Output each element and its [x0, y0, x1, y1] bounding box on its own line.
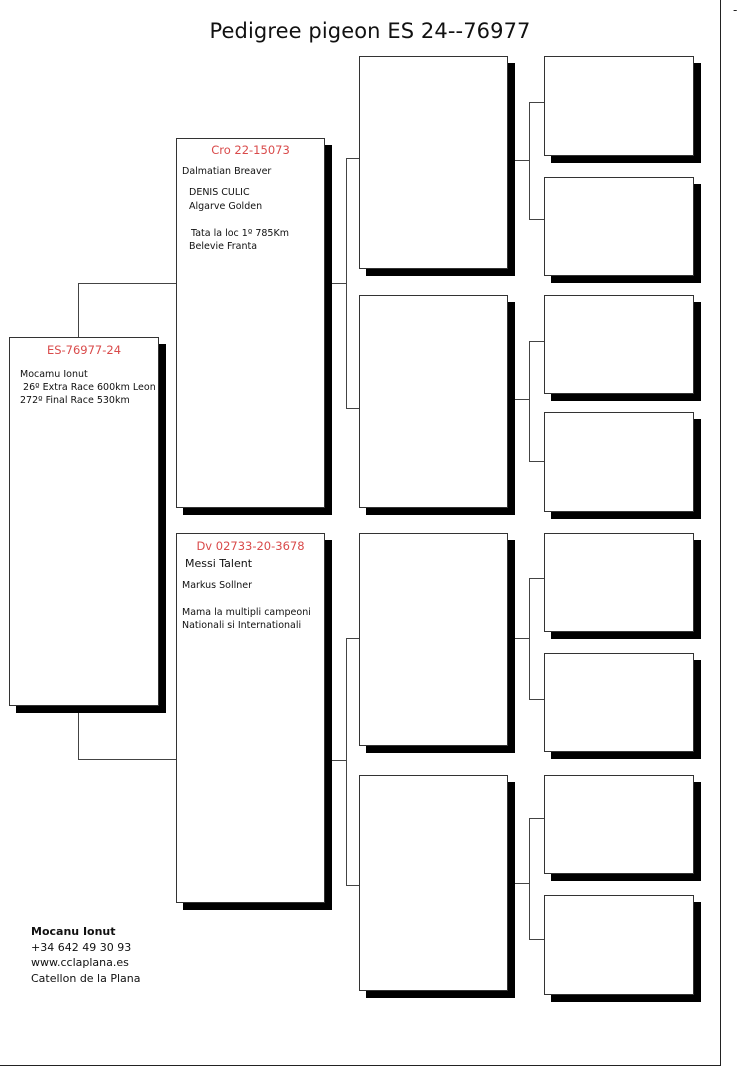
dam-card — [176, 533, 325, 903]
connector-line — [529, 699, 544, 700]
great-grandparent-card — [544, 533, 694, 632]
connector-line — [529, 818, 544, 819]
connector-line — [529, 461, 544, 462]
great-grandparent-card — [544, 56, 694, 156]
grandparent-card — [359, 295, 508, 508]
connector-line — [529, 219, 544, 220]
dam-ring-number: Dv 02733-20-3678 — [196, 539, 305, 553]
sire-name: Dalmatian Breaver — [182, 166, 272, 177]
connector-line — [325, 760, 346, 761]
contact-block — [31, 924, 141, 986]
great-grandparent-card — [544, 412, 694, 512]
connector-line — [346, 158, 347, 409]
dam-breeder: Markus Sollner — [182, 580, 253, 591]
grandparent-card — [359, 56, 508, 269]
connector-line — [529, 939, 544, 940]
subject-ring-number: ES-76977-24 — [46, 343, 122, 357]
connector-line — [346, 638, 359, 639]
connector-line — [346, 408, 359, 409]
connector-line — [508, 638, 530, 639]
grandparent-card — [359, 775, 508, 991]
connector-line — [78, 759, 176, 760]
connector-line — [508, 883, 530, 884]
subject-result-1: 26º Extra Race 600km Leon — [20, 382, 156, 393]
subject-result-2: 272º Final Race 530km — [20, 395, 130, 406]
dam-name: Messi Talent — [185, 557, 253, 570]
connector-line — [508, 160, 530, 161]
sire-card — [176, 138, 325, 508]
sire-breeder: DENIS CULIC — [189, 187, 250, 198]
connector-line — [529, 578, 544, 579]
contact-website: www.cclaplana.es — [31, 956, 129, 969]
subject-card — [9, 337, 159, 706]
connector-line — [346, 885, 359, 886]
great-grandparent-card — [544, 177, 694, 276]
subject-owner: Mocamu Ionut — [20, 369, 88, 380]
sire-loft: Algarve Golden — [189, 201, 263, 212]
connector-line — [529, 102, 530, 220]
great-grandparent-card — [544, 295, 694, 394]
connector-line — [529, 102, 544, 103]
connector-line — [78, 283, 176, 284]
connector-line — [529, 341, 530, 462]
sire-note-2: Belevie Franta — [189, 241, 258, 252]
connector-line — [325, 283, 346, 284]
dam-note-1: Mama la multipli campeoni — [182, 607, 311, 618]
sire-note-1: Tata la loc 1º 785Km — [191, 228, 289, 239]
contact-phone: +34 642 49 30 93 — [31, 940, 132, 954]
great-grandparent-card — [544, 895, 694, 995]
contact-name: Mocanu Ionut — [31, 925, 116, 938]
connector-line — [346, 158, 359, 159]
great-grandparent-card — [544, 775, 694, 874]
connector-line — [529, 341, 544, 342]
connector-line — [78, 283, 79, 337]
connector-line — [346, 638, 347, 886]
page-title: Pedigree pigeon ES 24--76977 — [209, 19, 531, 43]
connector-line — [508, 399, 530, 400]
connector-line — [529, 578, 530, 700]
connector-line — [529, 818, 530, 940]
connector-line — [78, 708, 79, 760]
sire-ring-number: Cro 22-15073 — [211, 143, 290, 157]
corner-mark: - — [733, 3, 738, 17]
grandparent-card — [359, 533, 508, 746]
great-grandparent-card — [544, 653, 694, 752]
dam-note-2: Nationali si Internationali — [182, 620, 302, 631]
contact-city: Catellon de la Plana — [31, 971, 141, 985]
